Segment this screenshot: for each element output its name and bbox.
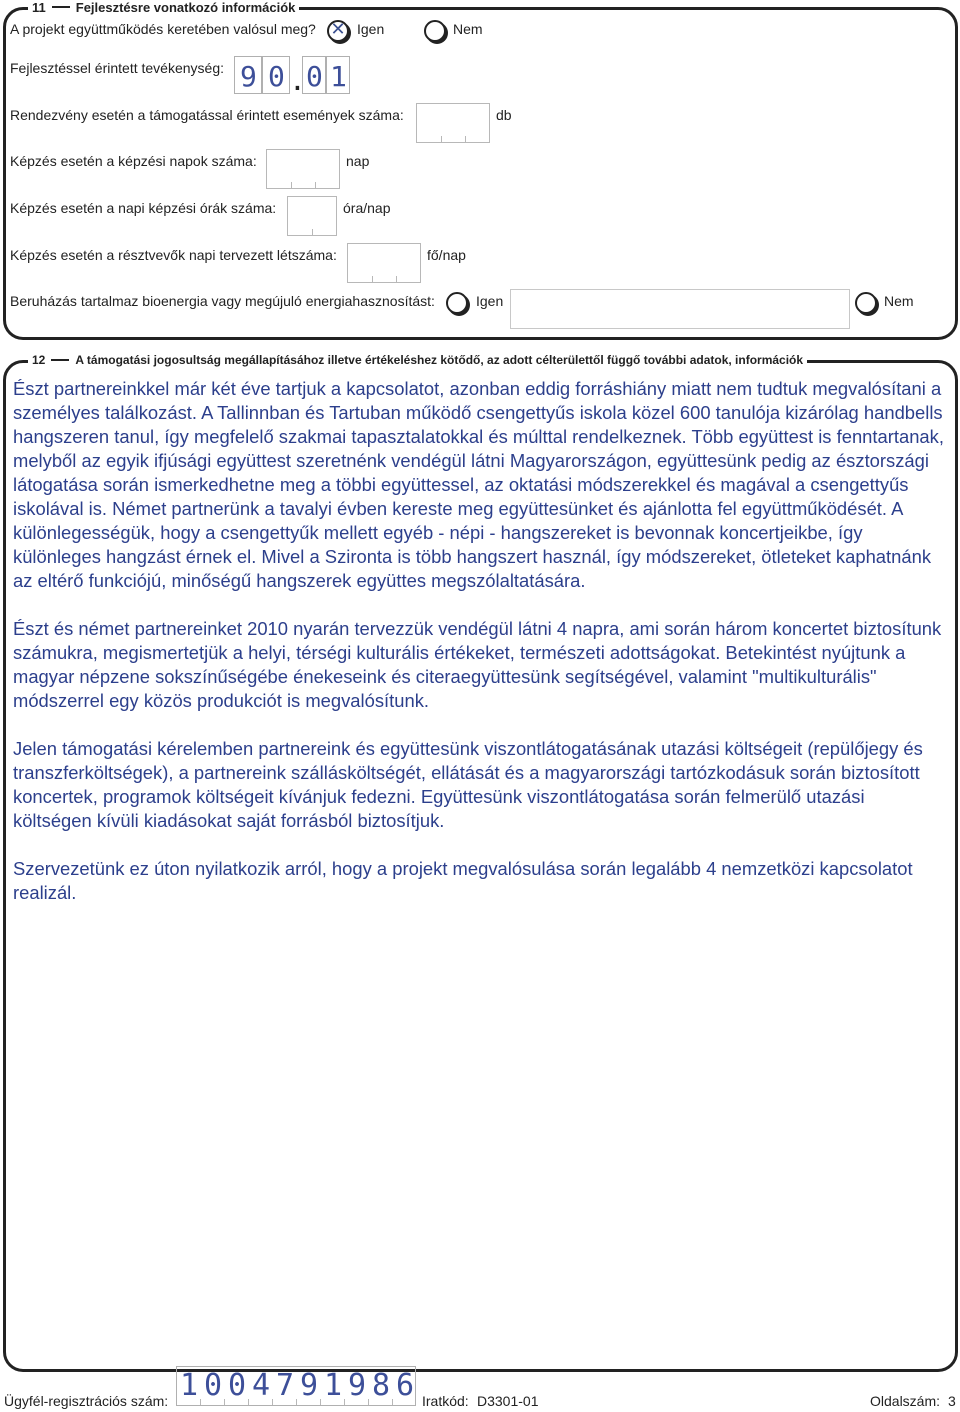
form-code-label: Iratkód: (422, 1393, 469, 1409)
tick (392, 1399, 393, 1405)
training-hours-field[interactable] (287, 196, 337, 236)
field-ticks (267, 182, 339, 188)
page-number-label: Oldalszám: (870, 1393, 941, 1409)
client-id-label: Ügyfél-regisztrációs szám: (4, 1393, 169, 1409)
cooperation-no-radio[interactable] (424, 20, 446, 42)
tick (441, 136, 442, 142)
tick (291, 182, 292, 188)
section-12-number: 12 (32, 353, 46, 367)
training-days-unit: nap (346, 153, 370, 169)
client-id-digit: 0 (204, 1368, 223, 1403)
tick (372, 276, 373, 282)
section-11-number: 11 (32, 0, 46, 15)
activity-digit: 1 (330, 60, 347, 93)
bioenergy-yes-radio[interactable] (446, 292, 468, 314)
paragraph: Jelen támogatási kérelemben partnereink és együttesünk viszontlátogatásának utazási költségeit (repülőjegy és transzferköltségek), a partnereink szállásköltségét, ellátását és a magyarországi tartózkodásuk során biztosított koncertek, programok költségeit kívánjuk fedezni. Együttesünk viszontlátogatása során felmerülő utazási költségen kívüli kiadásokat saját forrásból biztosítjuk. (13, 738, 923, 831)
client-id-digit: 8 (372, 1368, 391, 1403)
client-id-field[interactable] (176, 1366, 416, 1406)
client-id-digit: 6 (396, 1368, 415, 1403)
tick (248, 1399, 249, 1405)
form-code-value: D3301-01 (477, 1393, 539, 1409)
tick (320, 1399, 321, 1405)
client-id-digit: 4 (252, 1368, 271, 1403)
bioenergy-no-radio[interactable] (855, 292, 877, 314)
section-11-title: Fejlesztésre vonatkozó információk (75, 0, 296, 15)
question-events: Rendezvény esetén a támogatással érintett események száma: (10, 107, 404, 123)
client-id-digit: 9 (300, 1368, 319, 1403)
bioenergy-details-field[interactable] (510, 289, 850, 329)
tick (312, 229, 313, 235)
question-participants: Képzés esetén a résztvevők napi tervezett létszáma: (10, 247, 337, 263)
training-hours-unit: óra/nap (343, 200, 391, 216)
question-training-hours: Képzés esetén a napi képzési órák száma: (10, 200, 277, 216)
tick (368, 1399, 369, 1405)
legend-dash (51, 359, 69, 361)
tick (396, 276, 397, 282)
participants-field[interactable] (347, 243, 421, 283)
legend-dash (52, 6, 70, 8)
client-id-digit: 1 (324, 1368, 343, 1403)
tick (224, 1399, 225, 1405)
events-unit: db (496, 107, 512, 123)
paragraph: Észt és német partnereinket 2010 nyarán tervezzük vendégül látni 4 napra, ami során három koncertet biztosítunk számukra, megismertetjük a helyi, térségi kulturális értékeket, természeti adottságokat. Betekintést nyújtunk a magyar népzene sokszínűségébe énekeseink és citeraegyüttesünk segítségével, valamint "multikulturális" módszerrel egy közös produkciót is megvalósítunk. (13, 618, 942, 711)
question-activity: Fejlesztéssel érintett tevékenység: (10, 60, 224, 76)
question-cooperation: A projekt együttműködés keretében valósul meg? (10, 21, 316, 37)
section-12-legend (28, 353, 807, 367)
bioenergy-yes-label: Igen (476, 293, 504, 309)
activity-digit: 0 (306, 60, 323, 93)
events-count-field[interactable] (416, 103, 490, 143)
bioenergy-no-label: Nem (884, 293, 914, 309)
field-ticks (348, 276, 420, 282)
tick (344, 1399, 345, 1405)
section-12-text (13, 377, 948, 929)
activity-dot: . (289, 64, 306, 97)
section-11-legend (28, 0, 299, 14)
field-ticks (417, 136, 489, 142)
page-number-value: 3 (948, 1393, 956, 1409)
checked-x-icon: ✕ (330, 19, 346, 40)
field-ticks (288, 229, 336, 235)
paragraph: Észt partnereinkkel már két éve tartjuk a kapcsolatot, azonban eddig forráshiány miatt nem tudtuk megvalósítani a személyes találkozást. A Tallinnban és Tartuban működő csengettyűs iskola közel 600 tanulója kizárólag handbells hangszeren tanul, így megfelelő szakmai tapasztalatokkal és múlttal rendelkeznek. Több együttest is fenntartanak, melyből az egyik ifjúsági együttest szeretnénk vendégül látni Magyarországon, együttesünk pedig az észtországi látogatása során ismerkedhetne meg a többi együttessel, az oktatási módszerekkel és magával a csengettyűs iskolával is. Német partnerünk a tavalyi évben kereste meg együttesünket és ajánlotta fel együttműködését. A különlegességük, hogy a csengettyűk mellett egyéb - népi - hangszereket is bevonnak koncertjeikbe, így különleges hangzást érnek el. Mivel a Szironta is több hangszert használ, így módszereket, ötleteket kaphatnánk az eltérő funkciójú, minőségű hangszerek együttes megszólaltatására. (13, 378, 944, 591)
client-id-digit: 9 (348, 1368, 367, 1403)
client-id-digit: 0 (228, 1368, 247, 1403)
client-id-digit: 1 (180, 1368, 199, 1403)
question-bioenergy: Beruházás tartalmaz bioenergia vagy megújuló energiahasznosítást: (10, 293, 435, 309)
tick (296, 1399, 297, 1405)
participants-unit: fő/nap (427, 247, 466, 263)
tick (465, 136, 466, 142)
activity-digit: 0 (268, 60, 285, 93)
paragraph: Szervezetünk ez úton nyilatkozik arról, hogy a projekt megvalósulása során legalább 4 nemzetközi kapcsolatot realizál. (13, 858, 913, 903)
tick (315, 182, 316, 188)
section-12-title: A támogatási jogosultság megállapításához illetve értékeléshez kötődő, az adott célterülettől függő további adatok, információk (75, 353, 804, 367)
tick (272, 1399, 273, 1405)
training-days-field[interactable] (266, 149, 340, 189)
cooperation-yes-label: Igen (357, 21, 385, 37)
question-training-days: Képzés esetén a képzési napok száma: (10, 153, 257, 169)
activity-digit: 9 (240, 60, 257, 93)
client-id-digit: 7 (276, 1368, 295, 1403)
cooperation-yes-radio[interactable] (327, 20, 349, 42)
cooperation-no-label: Nem (453, 21, 483, 37)
tick (200, 1399, 201, 1405)
